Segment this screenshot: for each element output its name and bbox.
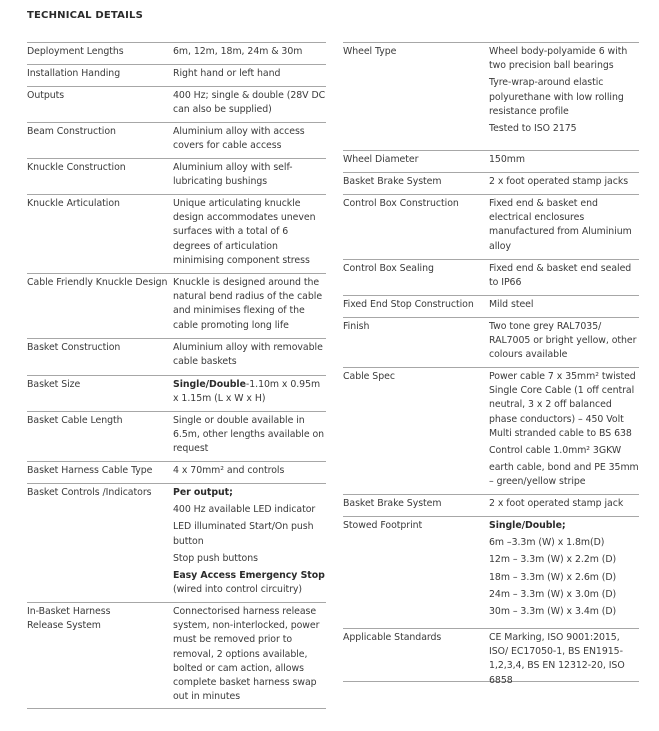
spec-label: Basket Brake System xyxy=(343,176,442,187)
spec-row-basket-controls xyxy=(27,483,326,602)
spec-row-cable-spec xyxy=(343,367,639,494)
footprint-line: 18m – 3.3m (W) x 2.6m (D) xyxy=(489,571,617,583)
spec-value xyxy=(489,45,639,136)
emergency-stop-note: (wired into control circuitry) xyxy=(173,584,303,596)
footprint-line: 6m –3.3m (W) x 1.8m(D) xyxy=(489,537,605,549)
spec-label: Finish xyxy=(343,321,370,332)
spec-paragraph: Wheel body-polyamide 6 with two precision ball bearings xyxy=(489,46,628,72)
spec-row-cable-friendly-knuckle xyxy=(27,273,326,338)
basket-size-bold: Single/Double xyxy=(173,379,246,390)
spec-label: Fixed End Stop Construction xyxy=(343,299,474,310)
spec-row-basket-brake-system-2 xyxy=(343,494,639,516)
spec-value: Unique articulating knuckle design accommodates uneven surfaces with a total of 6 degrees of articulation minimising component stress xyxy=(173,198,316,266)
spec-label: Control Box Sealing xyxy=(343,263,434,274)
spec-value: Aluminium alloy with removable cable baskets xyxy=(173,342,323,368)
spec-label: Applicable Standards xyxy=(343,632,442,643)
spec-value: Knuckle is designed around the natural bend radius of the cable and minimises flexing of the cable promoting long life xyxy=(173,277,323,331)
spec-row-control-box-sealing xyxy=(343,259,639,295)
spec-paragraph: Tested to ISO 2175 xyxy=(489,123,577,135)
spec-row-finish xyxy=(343,317,639,367)
spec-row-wheel-diameter xyxy=(343,150,639,172)
spec-value: 400 Hz; single & double (28V DC can also be supplied) xyxy=(173,90,326,116)
spec-paragraph: Tyre-wrap-around elastic polyurethane with low rolling resistance profile xyxy=(489,77,624,117)
spec-label: Deployment Lengths xyxy=(27,46,124,57)
spec-value xyxy=(489,519,639,619)
footprint-heading: Single/Double; xyxy=(489,520,566,531)
spec-value xyxy=(489,370,639,490)
controls-line: LED illuminated Start/On push button xyxy=(173,521,314,547)
spec-row-basket-cable-length xyxy=(27,411,326,461)
spec-row-basket-brake-system xyxy=(343,172,639,194)
spec-label: Wheel Type xyxy=(343,46,397,57)
spec-value: 6m, 12m, 18m, 24m & 30m xyxy=(173,46,303,57)
spec-value: 2 x foot operated stamp jack xyxy=(489,498,624,509)
spec-value: Two tone grey RAL7035/ RAL7005 or bright yellow, other colours available xyxy=(489,321,637,361)
controls-heading: Per output; xyxy=(173,487,233,498)
footprint-line: 24m – 3.3m (W) x 3.0m (D) xyxy=(489,588,617,600)
spec-value: 4 x 70mm² and controls xyxy=(173,465,285,476)
spec-label: Beam Construction xyxy=(27,126,116,137)
spec-label: Wheel Diameter xyxy=(343,154,419,165)
spec-label: Basket Size xyxy=(27,379,81,390)
spec-paragraph: earth cable, bond and PE 35mm – green/yellow stripe xyxy=(489,462,639,488)
left-spec-table xyxy=(27,42,326,709)
spec-label: Cable Spec xyxy=(343,371,395,382)
spec-row-basket-harness-cable-type xyxy=(27,461,326,483)
spec-label: Basket Brake System xyxy=(343,498,442,509)
spec-row-knuckle-articulation xyxy=(27,194,326,273)
spec-label: Control Box Construction xyxy=(343,198,459,209)
spec-label: Basket Cable Length xyxy=(27,415,123,426)
footprint-line: 30m – 3.3m (W) x 3.4m (D) xyxy=(489,606,617,618)
spec-value: CE Marking, ISO 9001:2015, ISO/ EC17050-1, BS EN1915-1,2,3,4, BS EN 12312-20, ISO 6858 xyxy=(489,632,625,686)
spec-row-wheel-type xyxy=(343,42,639,150)
spec-paragraph: Control cable 1.0mm² 3GKW xyxy=(489,445,622,457)
spec-label: Knuckle Articulation xyxy=(27,198,120,209)
spec-row-fixed-end-stop xyxy=(343,295,639,317)
spec-value xyxy=(173,378,326,406)
spec-value xyxy=(173,486,326,597)
spec-row-knuckle-construction xyxy=(27,158,326,194)
spec-row-in-basket-harness xyxy=(27,602,326,709)
spec-label: Installation Handing xyxy=(27,68,121,79)
spec-value: Right hand or left hand xyxy=(173,68,281,79)
spec-label: Cable Friendly Knuckle Design xyxy=(27,277,168,288)
spec-value: Mild steel xyxy=(489,299,534,310)
spec-value: Connectorised harness release system, non-interlocked, power must be removed prior to removal, 2 options available, bolted or cam action, allows complete basket harness swap out in minutes xyxy=(173,606,320,703)
spec-label: Basket Construction xyxy=(27,342,121,353)
spec-row-outputs xyxy=(27,86,326,122)
spec-row-control-box-construction xyxy=(343,194,639,259)
spec-value: 150mm xyxy=(489,154,525,165)
spec-row-beam-construction xyxy=(27,122,326,158)
right-spec-table xyxy=(343,42,639,686)
basket-size-text: -1.10m x 0.95m x 1.15m (L x W x H) xyxy=(173,379,321,405)
spec-row-basket-size xyxy=(27,375,326,411)
spec-label: Outputs xyxy=(27,90,65,101)
spec-label: Basket Controls /Indicators xyxy=(27,487,152,498)
spec-row-basket-construction xyxy=(27,338,326,375)
spec-paragraph: Power cable 7 x 35mm² twisted Single Core Cable (1 off central neutral, 3 x 2 off balanced phase conductors) – 450 Volt Multi stranded cable to BS 638 xyxy=(489,371,636,439)
spec-row-deployment-lengths xyxy=(27,42,326,64)
spec-value: Aluminium alloy with self-lubricating bushings xyxy=(173,162,293,188)
spec-label: Knuckle Construction xyxy=(27,162,126,173)
spec-label: Stowed Footprint xyxy=(343,520,423,531)
spec-value: Fixed end & basket end sealed to IP66 xyxy=(489,263,632,289)
spec-value: 2 x foot operated stamp jacks xyxy=(489,176,629,187)
spec-row-stowed-footprint xyxy=(343,516,639,628)
spec-value: Aluminium alloy with access covers for cable access xyxy=(173,126,305,152)
section-title: TECHNICAL DETAILS xyxy=(27,10,143,21)
spec-label: In-Basket Harness Release System xyxy=(27,606,111,632)
emergency-stop-heading: Easy Access Emergency Stop xyxy=(173,570,325,582)
spec-value: Fixed end & basket end electrical enclosures manufactured from Aluminium alloy xyxy=(489,198,632,252)
controls-line: 400 Hz available LED indicator xyxy=(173,504,316,516)
spec-row-applicable-standards xyxy=(343,628,639,686)
spec-label: Basket Harness Cable Type xyxy=(27,465,153,476)
spec-row-installation-handing xyxy=(27,64,326,86)
spec-value: Single or double available in 6.5m, other lengths available on request xyxy=(173,415,325,455)
footprint-line: 12m – 3.3m (W) x 2.2m (D) xyxy=(489,554,617,566)
controls-line: Stop push buttons xyxy=(173,552,258,564)
